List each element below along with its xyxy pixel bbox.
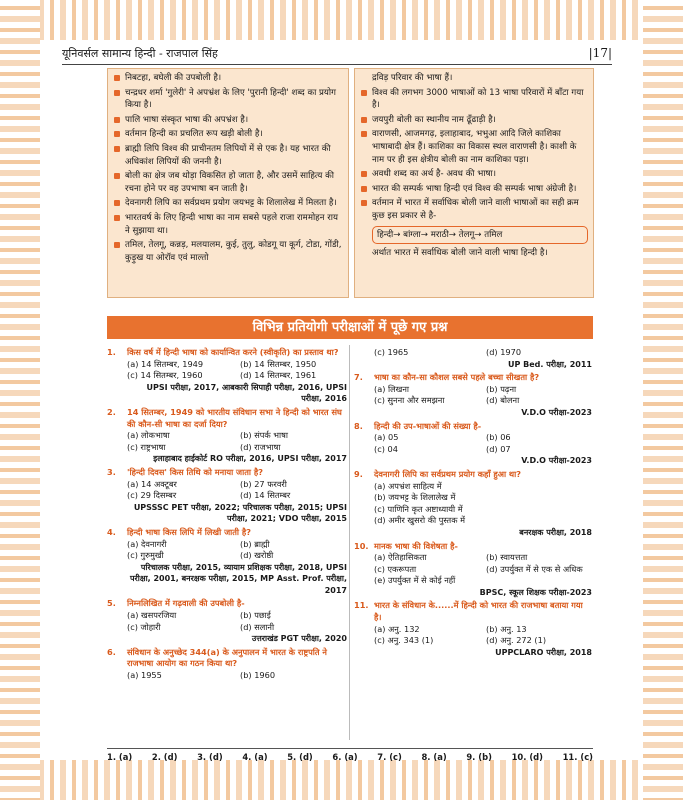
option: (d) 14 सितम्बर: [240, 490, 291, 501]
question-number: 10.: [354, 540, 369, 551]
exam-source: UPPCLARO परीक्षा, 2018: [495, 647, 592, 657]
language-chain: [372, 226, 588, 245]
question-block: [107, 467, 347, 525]
question-block: [354, 421, 592, 467]
question-text: 'हिन्दी दिवस' किस तिथि को मनाया जाता है?: [127, 466, 263, 477]
exam-source: BPSC, स्कूल शिक्षक परीक्षा-2023: [479, 587, 592, 597]
fact-item: वर्तमान हिन्दी का प्रचलित रूप खड़ी बोली है।: [125, 128, 343, 141]
answer-item: 9. (b): [466, 752, 492, 762]
answer-item: 8. (a): [421, 752, 447, 762]
option: (c) एकरूपता: [374, 563, 417, 574]
option: (d) उपर्युक्त में से एक से अधिक: [486, 563, 583, 574]
option: (c) 1965: [374, 347, 409, 357]
question-block: [354, 600, 592, 658]
option: (d) 07: [486, 443, 511, 454]
option: (c) गुरुमुखी: [127, 550, 164, 561]
question-text: किस वर्ष में हिन्दी भाषा को कार्यान्वित करने (स्वीकृति) का प्रस्ताव था?: [127, 347, 339, 357]
question-text: संविधान के अनुच्छेद 344(a) के अनुपालन में भारत के राष्ट्रपति ने राजभाषा आयोग का गठन किया था?: [127, 646, 327, 669]
questions-column-left: [107, 347, 347, 684]
question-block: [354, 347, 592, 370]
option: (b) जयभट्ट के शिलालेख में: [374, 492, 456, 503]
option: (a) खसपरजिया: [127, 610, 177, 621]
question-number: 9.: [354, 468, 363, 479]
header-divider: [62, 64, 612, 65]
fact-item: जयपुरी बोली का स्थानीय नाम ढूँढाड़ी है।: [372, 114, 588, 127]
option: (b) 14 सितम्बर, 1950: [240, 358, 317, 369]
answer-item: 11. (c): [562, 752, 593, 762]
question-block: [107, 598, 347, 644]
exam-source: उत्तराखंड PGT परीक्षा, 2020: [251, 634, 347, 644]
option: (c) सुनना और समझना: [374, 395, 445, 406]
fact-item: निबटहा, बघेली की उपबोली है।: [125, 72, 343, 85]
question-text: निम्नलिखित में गढ़वाली की उपबोली है-: [127, 598, 245, 609]
fact-item: पालि भाषा संस्कृत भाषा की अपभ्रंश है।: [125, 114, 343, 127]
question-number: 8.: [354, 420, 363, 431]
question-options: [127, 359, 347, 382]
option: (b) पछाई: [240, 610, 271, 621]
question-options: [374, 384, 592, 407]
page-number: |17|: [588, 46, 612, 60]
question-options: [127, 430, 347, 453]
option: (c) पाणिनि कृत अष्टाध्यायी में: [374, 503, 463, 514]
exam-source: UPSSSC PET परीक्षा, 2022; परिचालक परीक्षा, 2015; UPSI परीक्षा, 2021; VDO परीक्षा, 2015: [133, 502, 347, 524]
question-number: 1.: [107, 347, 116, 357]
question-block: [107, 407, 347, 465]
question-number: 2.: [107, 406, 116, 417]
question-options: [374, 624, 592, 647]
answer-item: 7. (c): [377, 752, 402, 762]
exam-source: परिचालक परीक्षा, 2015, व्यायाम प्रशिक्षक परीक्षा, 2018, UPSI परीक्षा, 2001, बनरक्षक परीक्षा, 2015, MP Asst. Prof. परीक्षा, 2017: [129, 562, 347, 595]
fact-item: चन्द्रधर शर्मा 'गुलेरी' ने अपभ्रंश के लिए 'पुरानी हिन्दी' शब्द का प्रयोग किया है।: [125, 87, 343, 112]
question-block: [107, 527, 347, 597]
option: (c) राष्ट्रभाषा: [127, 441, 166, 452]
option: (a) लिखना: [374, 383, 410, 394]
option: (c) 14 सितम्बर, 1960: [127, 370, 203, 381]
fact-item: ब्राह्मी लिपि विश्व की प्राचीनतम लिपियों में से एक है। यह भारत की अधिकांश लिपियों की जननी है।: [125, 143, 343, 168]
decorative-border-top: [0, 0, 683, 40]
decorative-border-bottom: [0, 760, 683, 800]
question-options: [127, 479, 347, 502]
option: (b) ब्राह्मी: [240, 538, 270, 549]
option: (b) संपर्क भाषा: [240, 430, 288, 441]
fact-item: तमिल, तेलगू, कन्नड़, मलयालम, कुई, तुलु, कोडगू या कूर्ग, टोडा, गोंडी, कुड़ुख या ओरॉव एवं माल्तो: [125, 240, 342, 263]
option: (c) 29 दिसम्बर: [127, 490, 177, 501]
questions-column-right: [354, 347, 592, 660]
exam-source: UPSI परीक्षा, 2017, आबकारी सिपाही परीक्षा, 2016, UPSI परीक्षा, 2016: [146, 382, 347, 404]
exam-source: V.D.O परीक्षा-2023: [521, 456, 592, 466]
answer-item: 5. (d): [287, 752, 313, 762]
option: (a) देवनागरी: [127, 538, 167, 549]
option: (d) अमीर खुसरो की पुस्तक में: [374, 515, 466, 526]
question-block: [354, 469, 592, 539]
question-options: [127, 670, 347, 682]
answer-item: 10. (d): [511, 752, 543, 762]
question-block: [107, 347, 347, 405]
fact-item: भारतवर्ष के लिए हिन्दी भाषा का नाम सबसे पहले राजा राममोहन राय ने सुझाया था।: [125, 212, 343, 237]
question-block: [354, 372, 592, 418]
question-number: 5.: [107, 598, 116, 609]
question-text: मानक भाषा की विशेषता है-: [374, 540, 458, 551]
option: (c) 04: [374, 443, 398, 454]
question-number: 4.: [107, 526, 116, 537]
option: (e) उपर्युक्त में से कोई नहीं: [374, 575, 456, 586]
exam-source: इलाहाबाद हाईकोर्ट RO परीक्षा, 2016, UPSI परीक्षा, 2017: [153, 454, 347, 464]
fact-item: भारत की सम्पर्क भाषा हिन्दी एवं विश्व की सम्पर्क भाषा अंग्रेजी है।: [372, 183, 588, 196]
fact-conclusion: अर्थात भारत में सर्वाधिक बोली जाने वाली भाषा हिन्दी है।: [372, 248, 548, 259]
option: (d) राजभाषा: [240, 441, 281, 452]
question-options: [127, 610, 347, 633]
answer-item: 4. (a): [242, 752, 268, 762]
page-header: [62, 46, 612, 61]
fact-item: वाराणसी, आजमगढ़, इलाहाबाद, भभुआ आदि जिले काशिका भाषाबादी क्षेत्र हैं। काशिका का विकास स्थल वाराणसी है। काशी के नाम पर ही इस क्षेत्रीय बोली का नाम काशिका पड़ा।: [372, 128, 588, 166]
book-title: यूनिवर्सल सामान्य हिन्दी - राजपाल सिंह: [62, 47, 218, 60]
question-text: भारत के संविधान के......में हिन्दी को भारत की राजभाषा बताया गया है।: [374, 600, 583, 623]
question-options: [374, 552, 592, 587]
question-options: [374, 481, 592, 527]
question-number: 11.: [354, 600, 369, 611]
decorative-border-right: [643, 0, 683, 800]
option: (d) बोलना: [486, 395, 520, 406]
answer-item: 2. (d): [151, 752, 178, 762]
answer-item: 3. (d): [197, 752, 223, 762]
option: (a) 1955: [127, 670, 162, 681]
question-number: 3.: [107, 466, 116, 477]
answer-item: 6. (a): [332, 752, 358, 762]
option: (b) स्वायत्तता: [486, 552, 528, 563]
option: (b) अनु. 13: [486, 623, 527, 634]
option: (d) सलानी: [240, 621, 275, 632]
question-text: हिन्दी भाषा किस लिपि में लिखी जाती है?: [127, 526, 252, 537]
option: (a) 14 अक्टूबर: [127, 478, 177, 489]
fact-item: वर्तमान में भारत में सर्वाधिक बोली जाने वाली भाषाओं का सही क्रम कुछ इस प्रकार से है-: [372, 197, 588, 222]
option: (d) अनु. 272 (1): [486, 635, 547, 646]
fact-item: विश्व की लगभग 3000 भाषाओं को 13 भाषा परिवारों में बाँटा गया है।: [372, 87, 588, 112]
fact-continuation: द्रविड़ परिवार की भाषा हैं।: [372, 73, 453, 83]
question-text: हिन्दी की उप-भाषाओं की संख्या है-: [374, 420, 482, 431]
language-chain-box: हिन्दी→ बांग्ला→ मराठी→ तेलगू→ तमिल: [372, 226, 588, 245]
facts-box-right: [354, 68, 594, 298]
question-number: 7.: [354, 372, 363, 383]
question-text: देवनागरी लिपि का सर्वप्रथम प्रयोग कहाँ हुआ था?: [374, 468, 522, 479]
option: (c) जोहारी: [127, 621, 161, 632]
answer-item: 1. (a): [107, 752, 133, 762]
fact-item: देवनागरी लिपि का सर्वप्रथम प्रयोग जयभट्ट के शिलालेख में मिलता है।: [125, 197, 343, 210]
option: (a) अनु. 132: [374, 623, 420, 634]
exam-source: V.D.O परीक्षा-2023: [521, 407, 592, 417]
question-text: 14 सितम्बर, 1949 को भारतीय संविधान सभा ने हिन्दी को भारत संघ की कौन-सी भाषा का दर्जा दिया?: [127, 406, 342, 429]
option: (d) खरोष्ठी: [240, 550, 274, 561]
option: (b) 1960: [240, 670, 276, 681]
question-options: [374, 432, 592, 455]
fact-item: बोली का क्षेत्र जब थोड़ा विकसित हो जाता है, और उसमें साहित्य की रचना होने पर वह उपभाषा बन जाती है।: [125, 170, 343, 195]
option: (c) अनु. 343 (1): [374, 635, 434, 646]
fact-item: अवधी शब्द का अर्थ है- अवध की भाषा।: [372, 168, 588, 181]
facts-box-left: [107, 68, 349, 298]
question-options: [127, 539, 347, 562]
exam-source: बनरक्षक परीक्षा, 2018: [519, 527, 592, 537]
option: (d) 14 सितम्बर, 1961: [240, 370, 317, 381]
option: (b) 27 फरवरी: [240, 478, 287, 489]
question-block: [354, 541, 592, 599]
option: (a) अपभ्रंश साहित्य में: [374, 480, 442, 491]
option: (b) पढ़ना: [486, 383, 517, 394]
option: (a) 14 सितम्बर, 1949: [127, 358, 204, 369]
answer-key: [107, 748, 593, 762]
option: (d) 1970: [486, 347, 522, 357]
question-block: [107, 647, 347, 682]
decorative-border-left: [0, 0, 40, 800]
column-divider: [349, 345, 350, 740]
question-text: भाषा का कौन-सा कौशल सबसे पहले बच्चा सीखता है?: [374, 372, 540, 383]
section-banner: विभिन्न प्रतियोगी परीक्षाओं में पूछे गए प्रश्न: [107, 316, 593, 339]
exam-source: UP Bed. परीक्षा, 2011: [507, 359, 592, 369]
question-options: [374, 347, 592, 359]
question-number: 6.: [107, 646, 116, 657]
option: (a) लोकभाषा: [127, 430, 170, 441]
option: (b) 06: [486, 432, 511, 443]
option: (a) 05: [374, 432, 399, 443]
option: (a) ऐतिहासिकता: [374, 552, 427, 563]
